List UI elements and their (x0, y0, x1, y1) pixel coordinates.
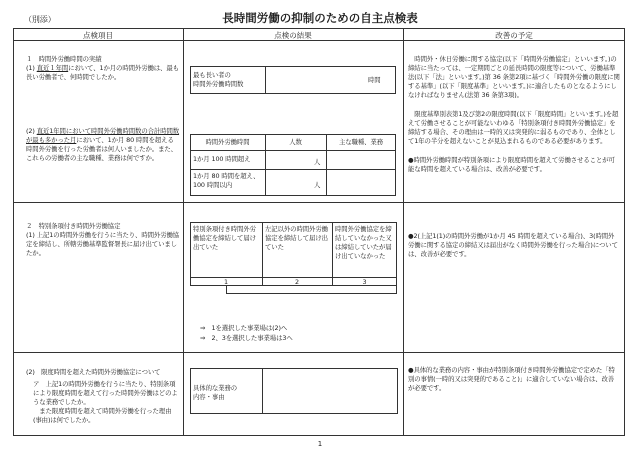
plan1-note: ●時間外労働時間が特別条項により限度時間を超えて労働させることが可能な時間を超えている場合は、改善が必要です。 (408, 156, 615, 173)
table-header-count: 人数 (289, 138, 302, 146)
column-header-result: 点検の結果 (274, 31, 312, 40)
appendix-label: （別添） (24, 15, 56, 24)
page-title: 長時間労働の抑制のための自主点検表 (222, 11, 418, 25)
plan3-note: ●具体的な業務の内容・事由が特別条項付き時間外労働協定で定めた「特別の事情(一時的又は突発的であること)」に適合していない場合は、改善が必要です。 (408, 366, 615, 392)
plan2-note: ●2(上記1(1)の時間外労働が1か月 45 時間を超えている場合)、3(時間外労働に関する協定の締結又は届出がなく時間外労働を行った場合)については、改善が必要です。 (408, 232, 618, 258)
table-row-unit: 人 (314, 181, 321, 189)
option-3-text: 時間外労働協定を締結していなかった又は締結していたが届け出ていなかった (335, 225, 392, 260)
business-reason-label: 具体的な業務の 内容・事由 (193, 384, 238, 401)
routing-note-2: ⇒ 2、3を選択した事業場は3へ (200, 334, 293, 342)
option-3-number[interactable]: 3 (362, 278, 367, 286)
max-hours-label: 最も長い者の 時間外労働時間数 (193, 71, 244, 88)
column-header-plan: 改善の予定 (495, 31, 533, 40)
section1-question1: (1) 直近１年間において、1か月の時間外労働は、最も長い労働者で、何時間でしたか。 (26, 64, 179, 81)
table-row-label: 1か月 100 時間超え (193, 155, 251, 163)
option-2-text: 左記以外の時間外労働協定を締結して届け出ていた (265, 225, 328, 251)
column-header-item: 点検項目 (83, 31, 113, 40)
section1-question2: (2) 直近1年間において時間外労働時間数の合計時間数が最も多かった月において、1か月 80 時間を超える時間外労働を行った労働者は何人いましたか。また、これらの労働者の主な職種、業務は何ですか。 (26, 127, 180, 162)
table-header-hours: 時間外労働時間 (205, 138, 250, 146)
option-1-text: 特別条項付き時間外労働協定を締結して届け出ていた (193, 225, 256, 251)
section1-heading: １ 時間外労働時間の実績 (26, 55, 102, 63)
routing-note-1: ⇒ 1を選択した事業場は(2)へ (200, 324, 288, 332)
section2-heading: ２ 特別条項付き時間外労働協定 (26, 222, 121, 230)
option-2-number[interactable]: 2 (295, 278, 299, 286)
plan1-paragraph2: 限度基準別表第1及び第2の限度時間(以下「限度時間」といいます。)を超えて労働させることが可能ないわゆる「特別条項付き時間外労働協定」を締結する場合、その理由は一時的又は突発的に弱るものであり、全体として1年の半分を超えないことが見込まれるものである必要があります。 (408, 110, 619, 145)
table-header-job: 主な職種、業務 (338, 138, 384, 146)
table-row-unit: 人 (314, 158, 321, 166)
option-1-number[interactable]: 1 (224, 278, 228, 286)
max-hours-unit: 時間 (368, 76, 381, 84)
table-row-label: 1か月 80 時間を超え、100 時間以内 (193, 172, 260, 189)
plan1-paragraph1: 時間外・休日労働に関する協定(以下「時間外労働協定」といいます。)の締結に当たっては、一定期間ごとの延長時間の限度等について、労働基準法(以下「法」といいます。)第 36 条第2項に基づく「時間外労働の限度に関する基準」(以下「限度基準」といいます。)に適合したものとなるようにしなければなりません(法第 36 条第3項)。 (408, 55, 620, 99)
section3-subquestion-a: ア 上記1の時間外労働を行うに当たり、特別条項により限度時間を超えて行った時間外労働はどのような業務でしたか。 また限度時間を超えて時間外労働を行った理由(事由)は何でしたか。 (33, 380, 178, 424)
section3-question2: (2) 限度時間を超えた時間外労働協定について (26, 368, 161, 376)
page-number: 1 (317, 440, 323, 448)
section2-question1: (1) 上記1の時間外労働を行うに当たり、時間外労働協定を締結し、所轄労働基準監督署長に届け出ていましたか。 (26, 231, 180, 257)
